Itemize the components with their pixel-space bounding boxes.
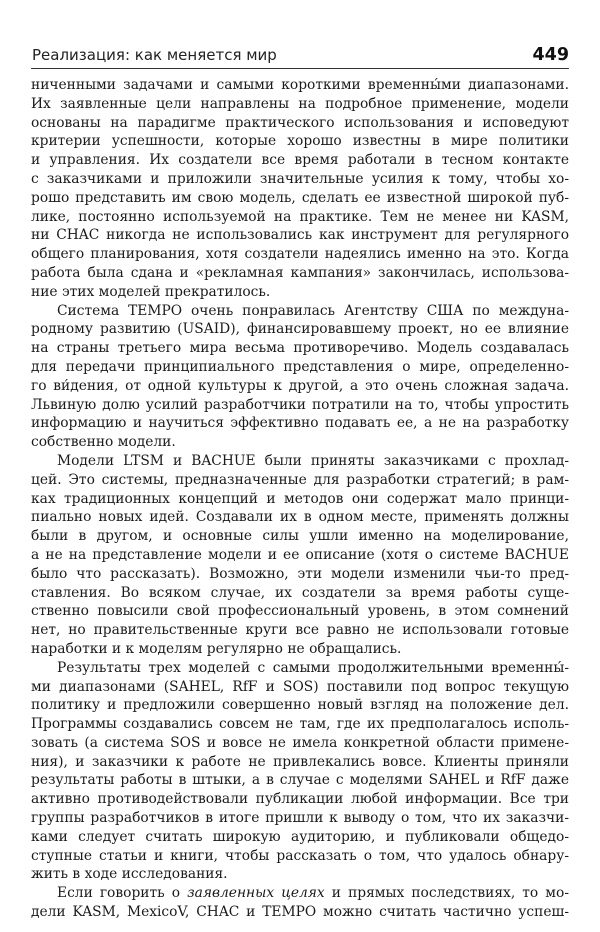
running-title: Реализация: как меняется мир: [32, 46, 277, 64]
paragraph-end-line: ние этих моделей прекратилось.: [31, 283, 271, 300]
text-line: политику и предложили совершенно новый взгляд на положение дел.: [31, 697, 569, 714]
text-line: ступные статьи и книги, чтобы рассказать о том, что удалось обнару-: [31, 847, 569, 864]
text-line: цей. Это системы, предназначенные для разработки стратегий; в рам-: [31, 471, 569, 488]
text-line: зовать (а система SOS и вовсе не имела конкретной области примене-: [31, 734, 569, 751]
text-line: Львиную долю усилий разработчики потратили на то, чтобы упростить: [31, 396, 569, 413]
text-line: критерии успешности, которые хорошо известны в мире политики: [31, 133, 569, 150]
text-line: активно противодействовали публикации любой информации. Все три: [31, 791, 569, 808]
paragraph-start-line: Результаты трех моделей с самыми продолжительными временны́-: [57, 659, 569, 676]
text-line: ках традиционных концепций и методов они содержат мало принци-: [31, 490, 569, 507]
text-line: группы разработчиков в итоге пришли к выводу о том, что их заказчи-: [31, 810, 569, 827]
text-line: пиально новых идей. Создавали их в одном месте, применять должны: [31, 509, 569, 526]
text-line: ния), и заказчики к работе не привлекались вовсе. Клиенты приняли: [31, 753, 569, 770]
text-line: дели KASM, MexicoV, CHAC и TEMPO можно считать частично успеш-: [31, 904, 569, 921]
text-line: общего планирования, хотя создатели надеялись именно на это. Когда: [31, 246, 569, 263]
text-line: ственно повысили свой профессиональный уровень, в этом сомнений: [31, 603, 569, 620]
paragraph-start-line: Модели LTSM и BACHUE были приняты заказчиками с прохлад-: [57, 452, 569, 469]
text-line: для передачи принципиального представления о мире, определенно-: [31, 358, 569, 375]
text-line: ниченными задачами и самыми короткими временны́ми диапазонами.: [31, 77, 569, 93]
text-run: и прямых последствиях, то мо-: [324, 885, 570, 902]
text-run: Если говорить о: [57, 885, 188, 902]
text-line: ни CHAC никогда не использовались как инструмент для регулярного: [31, 227, 569, 244]
text-line: работа была сдана и «рекламная кампания» закончилась, использова-: [31, 264, 569, 281]
paragraph-end-line: наработки и к моделям регулярно не обращались.: [31, 640, 402, 657]
emphasized-term: заявленных целях: [187, 885, 325, 902]
page-number: 449: [532, 45, 569, 65]
text-line: го ви́дения, от одной культуры к другой, а это очень сложная задача.: [31, 377, 569, 394]
paragraph-end-line: жить в ходе исследования.: [31, 866, 228, 883]
text-line: родному развитию (USAID), финансировавшему проект, но ее влияние: [31, 321, 569, 338]
text-line: результаты работы в штыки, а в случае с моделями SAHEL и RfF даже: [31, 772, 569, 789]
text-line: а не на представление модели и ее описание (хотя о системе BACHUE: [31, 546, 569, 563]
text-line: Их заявленные цели направлены на подробное применение, модели: [31, 95, 569, 112]
paragraph-start-line: Система TEMPO очень понравилась Агентству США по междуна-: [57, 302, 569, 319]
text-line: с заказчиками и приложили значительные усилия к тому, чтобы хо-: [31, 170, 569, 187]
paragraph-end-line: собственно модели.: [31, 434, 176, 451]
text-line: Программы создавались совсем не там, где их предполагалось исполь-: [31, 716, 569, 733]
text-line: были в другом, и основные силы ушли именно на моделирование,: [31, 528, 569, 545]
text-line: лике, постоянно используемой на практике. Тем не менее ни KASM,: [31, 208, 569, 225]
text-line: нет, но правительственные круги все равно не использовали готовые: [31, 622, 569, 639]
text-line: ками следует считать широкую аудиторию, и публиковали общедо-: [31, 828, 569, 845]
text-line: и управления. Их создатели все время работали в тесном контакте: [31, 152, 569, 169]
body-text: [31, 76, 569, 922]
text-line: было что рассказать). Возможно, эти модели изменили чьи-то пред-: [31, 565, 569, 582]
text-line: ставления. Во всяком случае, их создатели за время работы суще-: [31, 584, 569, 601]
text-line: основаны на парадигме практического использования и исповедуют: [31, 114, 569, 131]
text-line: рошо представить им свою модель, сделать ее известной широкой пуб-: [31, 189, 569, 206]
text-line: на страны третьего мира весьма противоречиво. Модель создавалась: [31, 340, 569, 357]
paragraph-start-line: [31, 884, 569, 903]
page-header: [31, 40, 569, 69]
text-line: ми диапазонами (SAHEL, RfF и SOS) поставили под вопрос текущую: [31, 678, 569, 695]
text-line: информацию и научиться эффективно подавать ее, а не на разработку: [31, 415, 569, 432]
